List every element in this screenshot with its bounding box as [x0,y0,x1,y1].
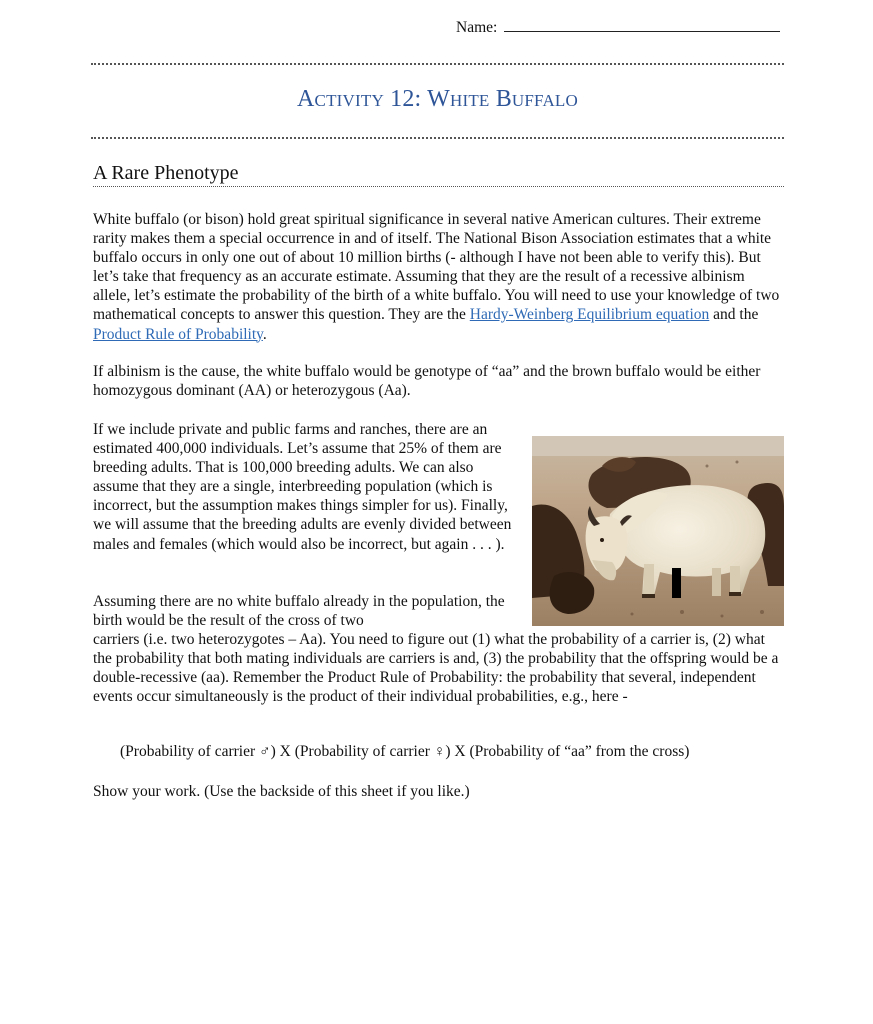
instruction-text: Show your work. (Use the backside of this sheet if you like.) [93,783,470,800]
cross-paragraph-part1: Assuming there are no white buffalo already in the population, the birth would be the result of the cross of two [93,593,505,630]
section-heading: A Rare Phenotype [93,162,784,187]
buffalo-illustration [532,436,784,626]
intro-text-middle: and the [709,306,759,324]
intro-text-end: . [262,325,267,343]
population-paragraph: If we include private and public farms and ranches, there are an estimated 400,000 individuals. Let’s assume that 25% of them are breeding adults. That is 100,000 breeding adults. We can also assume that they are a single, interbreeding population (which is incorrect, but the assumption makes things simpler for us). Finally, we will assume that the breeding adults are evenly divided between males and females (which would also be incorrect, but again . . . ). [93,421,512,553]
name-field[interactable] [456,17,780,37]
genotype-paragraph: If albinism is the cause, the white buffalo would be genotype of “aa” and the brown buffalo would be either homozygous dominant (AA) or heterozygous (Aa). [93,363,761,400]
white-buffalo-photo [532,436,784,626]
cross-paragraph-part2: carriers (i.e. two heterozygotes – Aa). You need to figure out (1) what the probability of a carrier is, (2) what the probability that both mating individuals are carriers is and, (3) the probability that the offspring would be a double-recessive (aa). Remember the Product Rule of Probability: the probability that several, independent events occur simultaneously is the product of their individual probabilities, e.g., here - [93,631,779,706]
name-blank-line[interactable] [504,17,780,32]
page-title: Activity 12: White Buffalo [297,86,578,112]
hardy-weinberg-link[interactable]: Hardy-Weinberg Equilibrium equation [469,306,710,324]
name-label: Name: [456,19,502,36]
top-dotted-divider [91,63,784,65]
bottom-dotted-divider [91,137,784,139]
intro-paragraph [93,210,785,344]
product-rule-link[interactable]: Product Rule of Probability [93,325,263,343]
intro-text: White buffalo (or bison) hold great spiritual significance in several native American cultures. Their extreme rarity makes them a special occurrence in and of itself. The National Bison Association estimates that a white buffalo occurs in only one out of about 10 million births (- although I have not been able to verify this). But let’s take that frequency as an accurate estimate. Assuming that they are the result of a recessive albinism allele, let’s estimate the probability of the birth of a white buffalo. You will need to use your knowledge of two mathematical concepts to answer this question. They are the [93,211,780,324]
probability-formula: (Probability of carrier ♂) X (Probability of carrier ♀) X (Probability of “aa” from the cross) [120,743,690,760]
